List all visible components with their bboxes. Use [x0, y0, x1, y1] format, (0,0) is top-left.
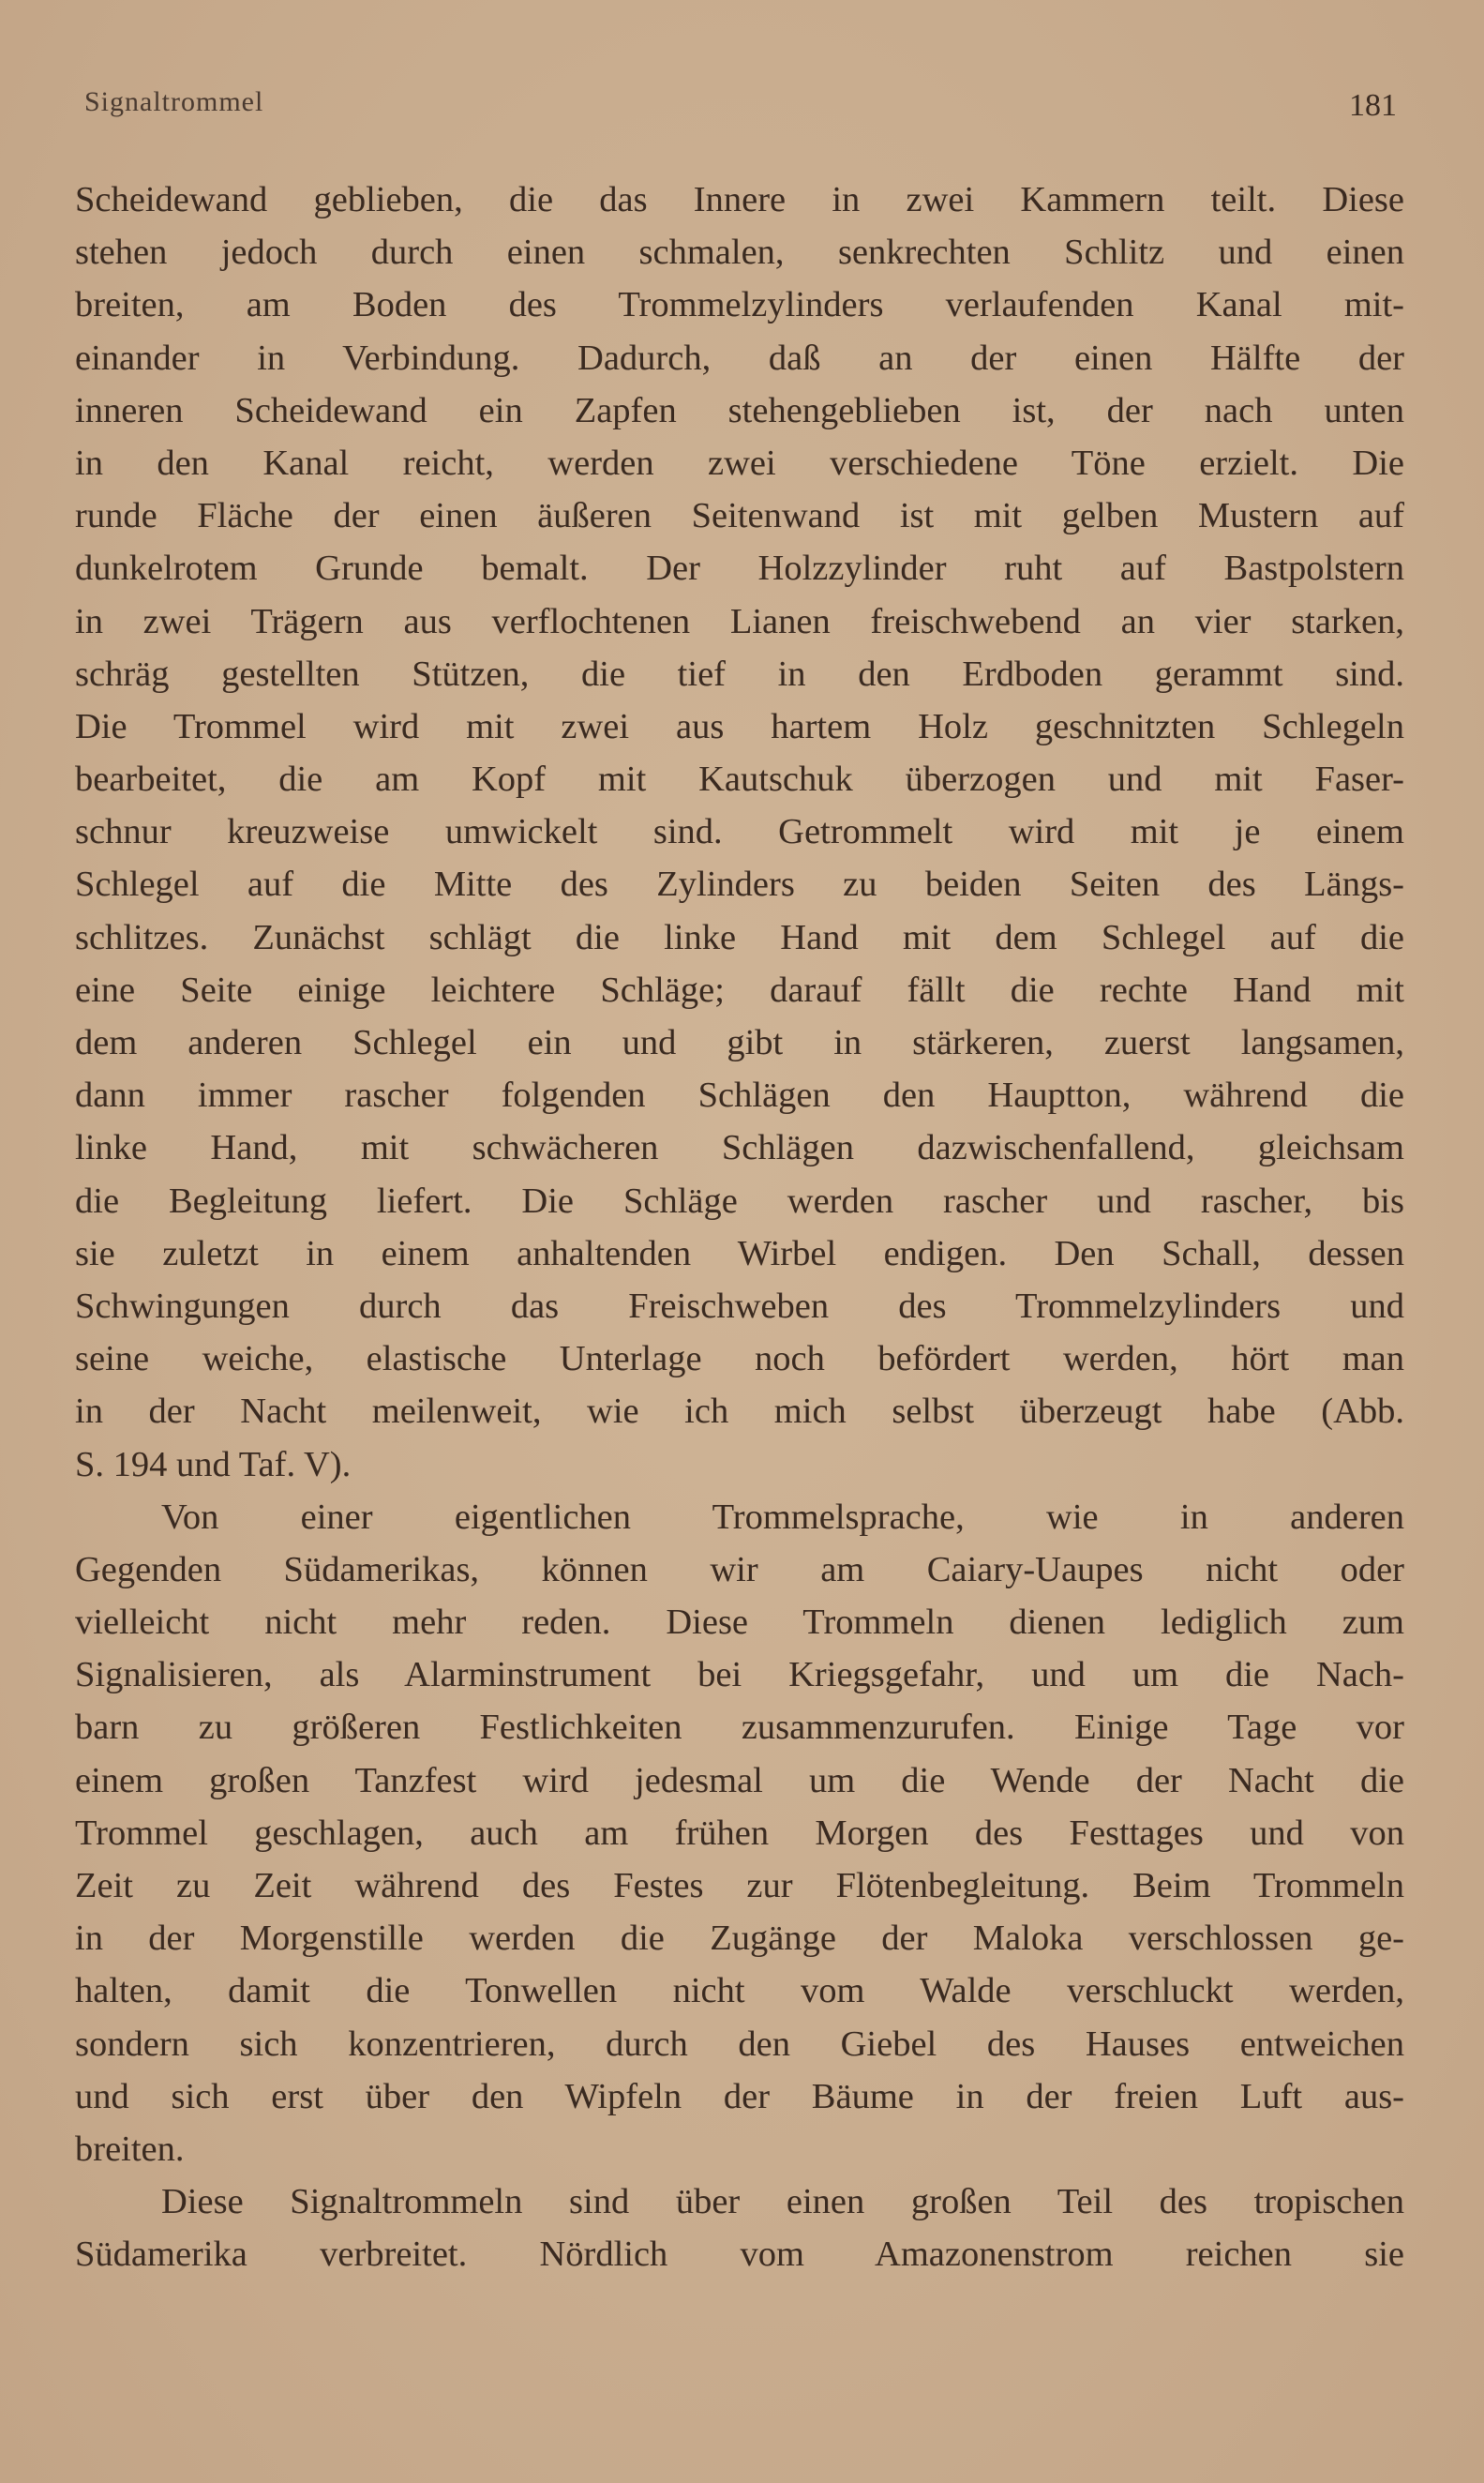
text-line: schnur kreuzweise umwickelt sind. Getrommelt wird mit je einem	[75, 812, 1404, 852]
text-line: in den Kanal reicht, werden zwei verschiedene Töne erzielt. Die	[75, 443, 1404, 483]
text-line: in der Nacht meilenweit, wie ich mich selbst überzeugt habe (Abb.	[75, 1392, 1404, 1432]
text-line: dunkelrotem Grunde bemalt. Der Holzzylinder ruht auf Bastpolstern	[75, 549, 1404, 589]
text-line: vielleicht nicht mehr reden. Diese Trommeln dienen lediglich zum	[75, 1603, 1404, 1643]
text-line: seine weiche, elastische Unterlage noch befördert werden, hört man	[75, 1339, 1404, 1379]
text-line: Die Trommel wird mit zwei aus hartem Holz geschnitzten Schlegeln	[75, 706, 1404, 746]
text-line: Diese Signaltrommeln sind über einen großen Teil des tropischen	[161, 2182, 1404, 2222]
text-line: Von einer eigentlichen Trommelsprache, wie in anderen	[161, 1497, 1404, 1537]
text-line: breiten, am Boden des Trommelzylinders verlaufenden Kanal mit-	[75, 285, 1404, 325]
text-line: Schlegel auf die Mitte des Zylinders zu beiden Seiten des Längs-	[75, 865, 1404, 905]
text-line: in der Morgenstille werden die Zugänge der Maloka verschlossen ge-	[75, 1919, 1404, 1959]
text-line: barn zu größeren Festlichkeiten zusammenzurufen. Einige Tage vor	[75, 1708, 1404, 1748]
text-line: sondern sich konzentrieren, durch den Giebel des Hauses entweichen	[75, 2024, 1404, 2064]
text-line: halten, damit die Tonwellen nicht vom Walde verschluckt werden,	[75, 1971, 1404, 2011]
text-line: Scheidewand geblieben, die das Innere in zwei Kammern teilt. Diese	[75, 180, 1404, 219]
text-line: Zeit zu Zeit während des Festes zur Flötenbegleitung. Beim Trommeln	[75, 1866, 1404, 1905]
text-line: einem großen Tanzfest wird jedesmal um die Wende der Nacht die	[75, 1760, 1404, 1800]
text-line: linke Hand, mit schwächeren Schlägen dazwischenfallend, gleichsam	[75, 1128, 1404, 1168]
text-line: Signalisieren, als Alarminstrument bei Kriegsgefahr, und um die Nach-	[75, 1655, 1404, 1695]
text-line: inneren Scheidewand ein Zapfen stehengeblieben ist, der nach unten	[75, 390, 1404, 430]
running-head	[84, 86, 1397, 124]
body-text	[75, 173, 1404, 2281]
text-line: S. 194 und Taf. V).	[75, 1444, 352, 1484]
page-number: 181	[1349, 88, 1397, 123]
text-line: einander in Verbindung. Dadurch, daß an der einen Hälfte der	[75, 338, 1404, 378]
text-line: Südamerika verbreitet. Nördlich vom Amazonenstrom reichen sie	[75, 2235, 1404, 2275]
text-line: die Begleitung liefert. Die Schläge werden rascher und rascher, bis	[75, 1181, 1404, 1221]
text-line: breiten.	[75, 2129, 185, 2169]
text-line: Gegenden Südamerikas, können wir am Caiary-Uaupes nicht oder	[75, 1549, 1404, 1589]
text-line: eine Seite einige leichtere Schläge; darauf fällt die rechte Hand mit	[75, 970, 1404, 1010]
text-line: runde Fläche der einen äußeren Seitenwand ist mit gelben Mustern auf	[75, 496, 1404, 536]
running-title: Signaltrommel	[84, 86, 264, 117]
text-line: stehen jedoch durch einen schmalen, senkrechten Schlitz und einen	[75, 233, 1404, 273]
text-line: schlitzes. Zunächst schlägt die linke Hand mit dem Schlegel auf die	[75, 917, 1404, 957]
text-line: Schwingungen durch das Freischweben des Trommelzylinders und	[75, 1286, 1404, 1326]
text-line: schräg gestellten Stützen, die tief in den Erdboden gerammt sind.	[75, 654, 1404, 694]
text-line: Trommel geschlagen, auch am frühen Morgen des Festtages und von	[75, 1813, 1404, 1853]
text-line: in zwei Trägern aus verflochtenen Lianen freischwebend an vier starken,	[75, 601, 1404, 641]
text-line: sie zuletzt in einem anhaltenden Wirbel endigen. Den Schall, dessen	[75, 1233, 1404, 1273]
text-line: dem anderen Schlegel ein und gibt in stärkeren, zuerst langsamen,	[75, 1023, 1404, 1062]
text-line: und sich erst über den Wipfeln der Bäume in der freien Luft aus-	[75, 2076, 1404, 2116]
text-line: bearbeitet, die am Kopf mit Kautschuk überzogen und mit Faser-	[75, 760, 1404, 800]
text-line: dann immer rascher folgenden Schlägen den Hauptton, während die	[75, 1076, 1404, 1116]
